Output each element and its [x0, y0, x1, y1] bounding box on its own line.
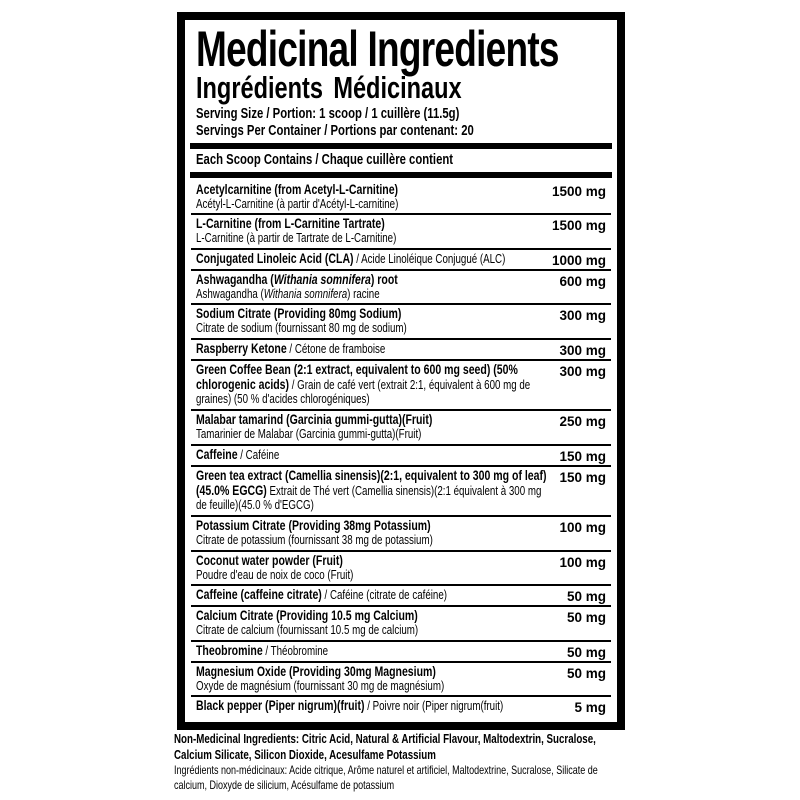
text-part: Cétone de framboise [294, 341, 386, 356]
title-fr: Ingrédients Médicinaux [196, 70, 462, 105]
ingredient-text [196, 413, 554, 442]
text-part: Potassium Citrate (Providing 38mg Potassium) [196, 518, 431, 534]
ingredient-name-fr [373, 699, 504, 713]
text-part: Raspberry Ketone [196, 340, 287, 356]
language-separator: / [286, 341, 295, 356]
ingredient-name [196, 448, 554, 463]
ingredient-text [196, 519, 554, 548]
text-part: Ashwagandha ( [196, 286, 264, 301]
ingredient-text [196, 448, 554, 463]
ingredient-row [191, 269, 611, 304]
ingredient-name-en [196, 447, 238, 462]
ingredient-name-en [196, 413, 554, 428]
ingredient-name [196, 252, 554, 267]
ingredient-text [196, 252, 554, 267]
ingredient-amount: 250 mg [559, 414, 606, 430]
ingredient-text [196, 183, 554, 212]
non-medicinal-section [174, 731, 626, 792]
text-part: Withania somnifera [263, 286, 348, 301]
ingredient-name-en [196, 307, 554, 322]
ingredient-text [196, 469, 554, 514]
text-part: ) racine [347, 286, 380, 301]
ingredient-name-fr [196, 322, 554, 336]
ingredient-row [191, 248, 611, 269]
text-part: Green tea extract (Camellia sinensis)(2:1, equivalent to 300 mg of leaf)(45.0% EGCG) [196, 467, 547, 498]
text-part: Théobromine [270, 643, 329, 658]
text-part: Coconut water powder (Fruit) [196, 552, 343, 568]
language-separator: / [289, 377, 298, 392]
text-part: Sodium Citrate (Providing 80mg Sodium) [196, 306, 402, 322]
text-part: Acetylcarnitine (from Acetyl-L-Carnitine) [196, 181, 399, 197]
ingredient-text [196, 554, 554, 583]
ingredient-name-fr [361, 252, 505, 266]
text-part: Black pepper (Piper nigrum)(fruit) [196, 698, 365, 714]
text-part: Caféine (citrate de caféine) [329, 588, 448, 603]
text-part: Poivre noir (Piper nigrum(fruit) [372, 699, 504, 714]
ingredient-row [191, 338, 611, 359]
ingredient-text [196, 609, 554, 638]
ingredient-amount: 300 mg [559, 308, 606, 324]
ingredient-amount: 5 mg [574, 700, 606, 716]
ingredient-text [196, 699, 554, 714]
ingredient-amount: 100 mg [559, 520, 606, 536]
text-part: Poudre d'eau de noix de coco (Fruit) [196, 567, 354, 582]
ingredient-name-en [196, 341, 287, 356]
text-part: Caffeine (caffeine citrate) [196, 587, 322, 603]
ingredient-name [196, 699, 554, 714]
ingredient-row [191, 465, 611, 516]
text-part: Tamarinier de Malabar (Garcinia gummi-gutta)(Fruit) [196, 427, 422, 442]
ingredient-name-fr [196, 232, 554, 246]
ingredient-row [191, 550, 611, 585]
ingredient-name-en [196, 519, 554, 534]
ingredient-text [196, 307, 554, 336]
language-separator: / [237, 447, 246, 462]
ingredient-name-fr [295, 342, 386, 356]
ingredient-row [191, 605, 611, 640]
ingredient-amount: 150 mg [559, 469, 606, 485]
language-separator: / [262, 643, 271, 658]
ingredient-amount: 1500 mg [551, 218, 606, 234]
text-part: Caféine [245, 447, 280, 462]
ingredient-amount: 1000 mg [551, 252, 606, 268]
text-part: Ashwagandha ( [196, 271, 274, 287]
thick-divider [190, 143, 612, 149]
ingredient-amount: 50 mg [566, 610, 606, 626]
ingredient-row [191, 584, 611, 605]
ingredient-name-en [196, 698, 365, 713]
language-separator: / [353, 251, 362, 266]
ingredient-list [191, 181, 611, 716]
text-part: Magnesium Oxide (Providing 30mg Magnesium) [196, 663, 436, 679]
ingredient-row [191, 409, 611, 444]
ingredient-text [196, 588, 554, 603]
text-part: Citrate de sodium (fournissant 80 mg de sodium) [196, 321, 407, 336]
ingredient-row [191, 213, 611, 248]
ingredient-name-fr [271, 644, 328, 658]
ingredient-row [191, 303, 611, 338]
ingredient-text [196, 644, 554, 659]
ingredient-text [196, 273, 554, 302]
language-separator: / [321, 588, 330, 603]
serving-info [196, 106, 618, 140]
ingredient-amount: 50 mg [566, 589, 606, 605]
text-part: Conjugated Linoleic Acid (CLA) [196, 250, 354, 266]
ingredient-name-en [196, 609, 554, 624]
text-part: Calcium Citrate (Providing 10.5 mg Calcium) [196, 608, 418, 624]
language-separator: / [364, 699, 373, 714]
ingredient-name-en [196, 217, 554, 232]
text-part: Grain de café vert (extrait 2:1, équivalent à 600 mg de graines) (50 % d'acides chlorogéniques) [196, 377, 531, 407]
ingredient-name [196, 588, 554, 603]
ingredient-name-fr [196, 569, 554, 583]
ingredient-name-fr [196, 534, 554, 548]
ingredient-name-fr [196, 428, 554, 442]
ingredient-name-fr [196, 288, 554, 302]
text-part: Withania somnifera [273, 271, 371, 287]
ingredient-name-en [196, 273, 554, 288]
text-part: ) root [370, 271, 398, 287]
text-part: Citrate de potassium (fournissant 38 mg de potassium) [196, 533, 433, 548]
ingredient-name [196, 363, 554, 408]
text-part: Green Coffee Bean (2:1 extract, equivalent to 600 mg seed) (50% chlorogenic acids) [196, 361, 518, 392]
each-scoop-contains: Each Scoop Contains / Chaque cuillère contient [196, 152, 454, 168]
title-en: Medicinal Ingredients [196, 21, 559, 77]
medicinal-ingredients-box [177, 12, 625, 730]
ingredient-name-fr [196, 624, 554, 638]
text-part: Caffeine [196, 446, 238, 462]
non-medicinal-en: Non-Medicinal Ingredients: Citric Acid, Natural & Artificial Flavour, Maltodextrin, Sucralose, Calcium Silicate, Silicon Dioxide, Acesulfame Potassium [174, 731, 596, 762]
ingredient-name-en [196, 554, 554, 569]
ingredient-text [196, 217, 554, 246]
non-medicinal-fr: Ingrédients non-médicinaux: Acide citrique, Arôme naturel et artificiel, Maltodextrine, Sucralose, Silicate de calcium, Dioxyde de silicium, Acésulfame de potassium [174, 763, 598, 792]
ingredient-row [191, 181, 611, 214]
ingredient-row [191, 695, 611, 716]
ingredient-text [196, 665, 554, 694]
ingredient-row [191, 661, 611, 696]
ingredient-row [191, 640, 611, 661]
ingredient-amount: 1500 mg [551, 183, 606, 199]
ingredient-amount: 300 mg [559, 342, 606, 358]
ingredient-amount: 100 mg [559, 554, 606, 570]
text-part: Acétyl-L-Carnitine (à partir d'Acétyl-L-carnitine) [196, 196, 399, 211]
thick-divider [190, 172, 612, 178]
ingredient-name [196, 342, 554, 357]
text-part: Oxyde de magnésium (fournissant 30 mg de magnésium) [196, 678, 445, 693]
ingredient-name-fr [196, 680, 554, 694]
ingredient-name-fr [196, 198, 554, 212]
ingredient-row [191, 359, 611, 410]
serving-size: Serving Size / Portion: 1 scoop / 1 cuillère (11.5g) [196, 106, 460, 123]
ingredient-name-fr [330, 588, 447, 602]
ingredient-row [191, 515, 611, 550]
text-part: L-Carnitine (from L-Carnitine Tartrate) [196, 216, 385, 232]
ingredient-name-en [196, 251, 354, 266]
ingredient-name-en [196, 587, 322, 602]
ingredient-name-en [196, 665, 554, 680]
text-part: Citrate de calcium (fournissant 10.5 mg de calcium) [196, 623, 419, 638]
ingredient-name-en [196, 183, 554, 198]
ingredient-name-fr [246, 448, 280, 462]
ingredient-text [196, 363, 554, 408]
text-part: Theobromine [196, 642, 263, 658]
ingredient-row [191, 444, 611, 465]
text-part: Malabar tamarind (Garcinia gummi-gutta)(Fruit) [196, 412, 433, 428]
servings-per-container: Servings Per Container / Portions par contenant: 20 [196, 123, 474, 140]
ingredient-name-en [196, 643, 263, 658]
ingredient-amount: 50 mg [566, 665, 606, 681]
ingredient-amount: 300 mg [559, 363, 606, 379]
ingredient-amount: 600 mg [559, 273, 606, 289]
ingredient-name [196, 469, 554, 514]
text-part: Acide Linoléique Conjugué (ALC) [361, 251, 506, 266]
text-part: L-Carnitine (à partir de Tartrate de L-Carnitine) [196, 231, 397, 246]
ingredient-text [196, 342, 554, 357]
ingredient-amount: 50 mg [566, 644, 606, 660]
ingredient-name [196, 644, 554, 659]
text-part: Extrait de Thé vert (Camellia sinensis)(2:1 équivalent à 300 mg de feuille)(45.0 % d'EGCG) [196, 483, 542, 513]
ingredient-amount: 150 mg [559, 448, 606, 464]
